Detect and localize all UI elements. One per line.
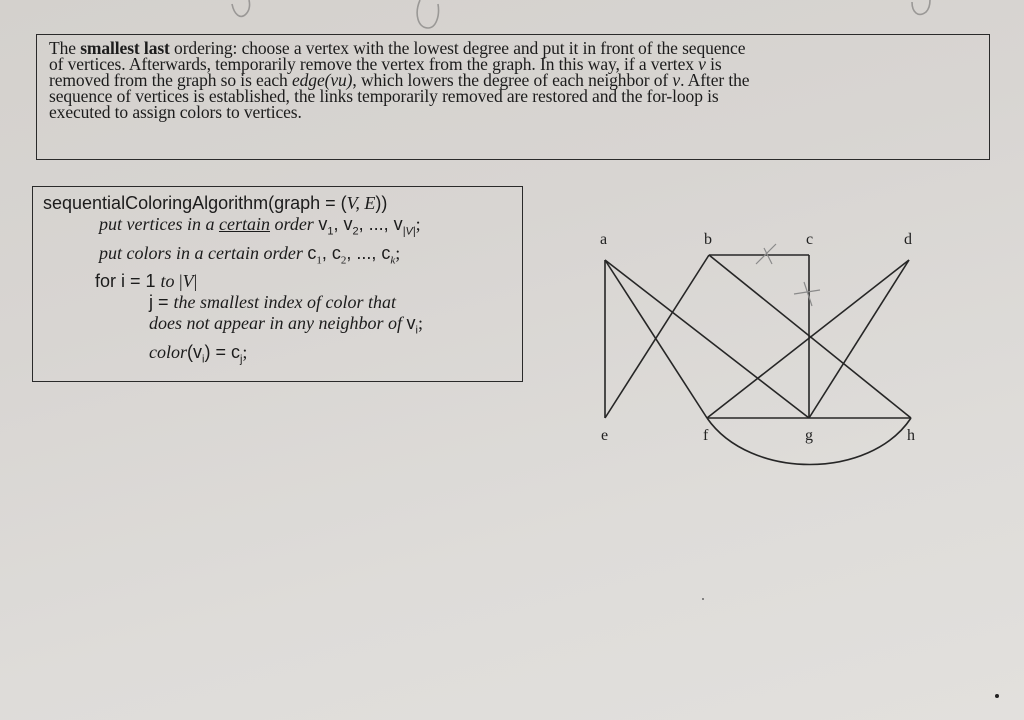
vertex-label-g: g <box>805 427 813 444</box>
page-speck <box>700 596 706 602</box>
algorithm-line-neighbor: does not appear in any neighbor of $v_i$; <box>149 313 423 337</box>
algorithm-title <box>43 193 522 214</box>
vertex-label-a: a <box>600 231 608 248</box>
description-run: v <box>672 70 681 90</box>
description-run: executed to assign colors to vertices. <box>49 102 302 122</box>
description-run: sequence of vertices is established, the links temporarily removed are restored and the for-loop is <box>49 86 719 106</box>
description-run: smallest last <box>80 38 170 58</box>
vertex-label-c: c <box>806 231 814 248</box>
top-handwriting-fragments <box>0 0 1024 36</box>
page-dot <box>993 692 1001 700</box>
description-run: . After the <box>680 70 750 90</box>
description-run: v <box>698 54 706 74</box>
description-box <box>36 34 990 160</box>
edge-d-f <box>707 260 909 418</box>
algorithm-line-smallest-index: j = the smallest index of color that <box>149 292 396 313</box>
pencil-mark-bc <box>756 244 776 264</box>
edge-a-g <box>605 260 809 418</box>
description-run: of vertices. Afterwards, temporarily remove the vertex from the graph. In this way, if a vertex <box>49 54 699 74</box>
algorithm-line-order-colors: put colors in a certain order $c_1$, $c_2$, ..., $c_k$; <box>99 242 401 267</box>
description-run: ordering: choose a vertex with the lowest degree and put it in front of the sequence <box>169 38 746 58</box>
pencil-mark-cg <box>794 282 820 306</box>
description-run: , which lowers the degree of each neighbor of <box>352 70 673 90</box>
description-line <box>49 104 975 120</box>
vertex-label-f: f <box>703 427 709 444</box>
edge-d-g <box>809 260 909 418</box>
edge-b-e <box>605 255 709 418</box>
algorithm-line-for-loop: for i = 1 to |V| <box>95 271 198 292</box>
description-run: edge(vu) <box>291 70 353 90</box>
description-run: removed from the graph so is each <box>49 70 292 90</box>
algorithm-title-text: sequentialColoringAlgorithm(graph = ( <box>43 193 347 213</box>
algorithm-box <box>32 186 523 382</box>
vertex-label-d: d <box>904 231 912 248</box>
description-run: is <box>705 54 722 74</box>
algorithm-line-order-vertices: put vertices in a certain order $v_1$, $v_2$, ..., $v_{|V|}$; <box>99 214 421 238</box>
underlined-word-certain: certain <box>218 214 270 234</box>
vertex-label-e: e <box>601 427 609 444</box>
algorithm-title-end: )) <box>375 193 388 213</box>
algorithm-title-vars: V, E <box>346 193 376 213</box>
vertex-label-h: h <box>907 427 915 444</box>
vertex-label-b: b <box>704 231 712 248</box>
graph-diagram <box>580 220 940 480</box>
algorithm-line-assign-color: $color(v_i) = c_j$; <box>149 341 248 366</box>
description-run: The <box>49 38 81 58</box>
